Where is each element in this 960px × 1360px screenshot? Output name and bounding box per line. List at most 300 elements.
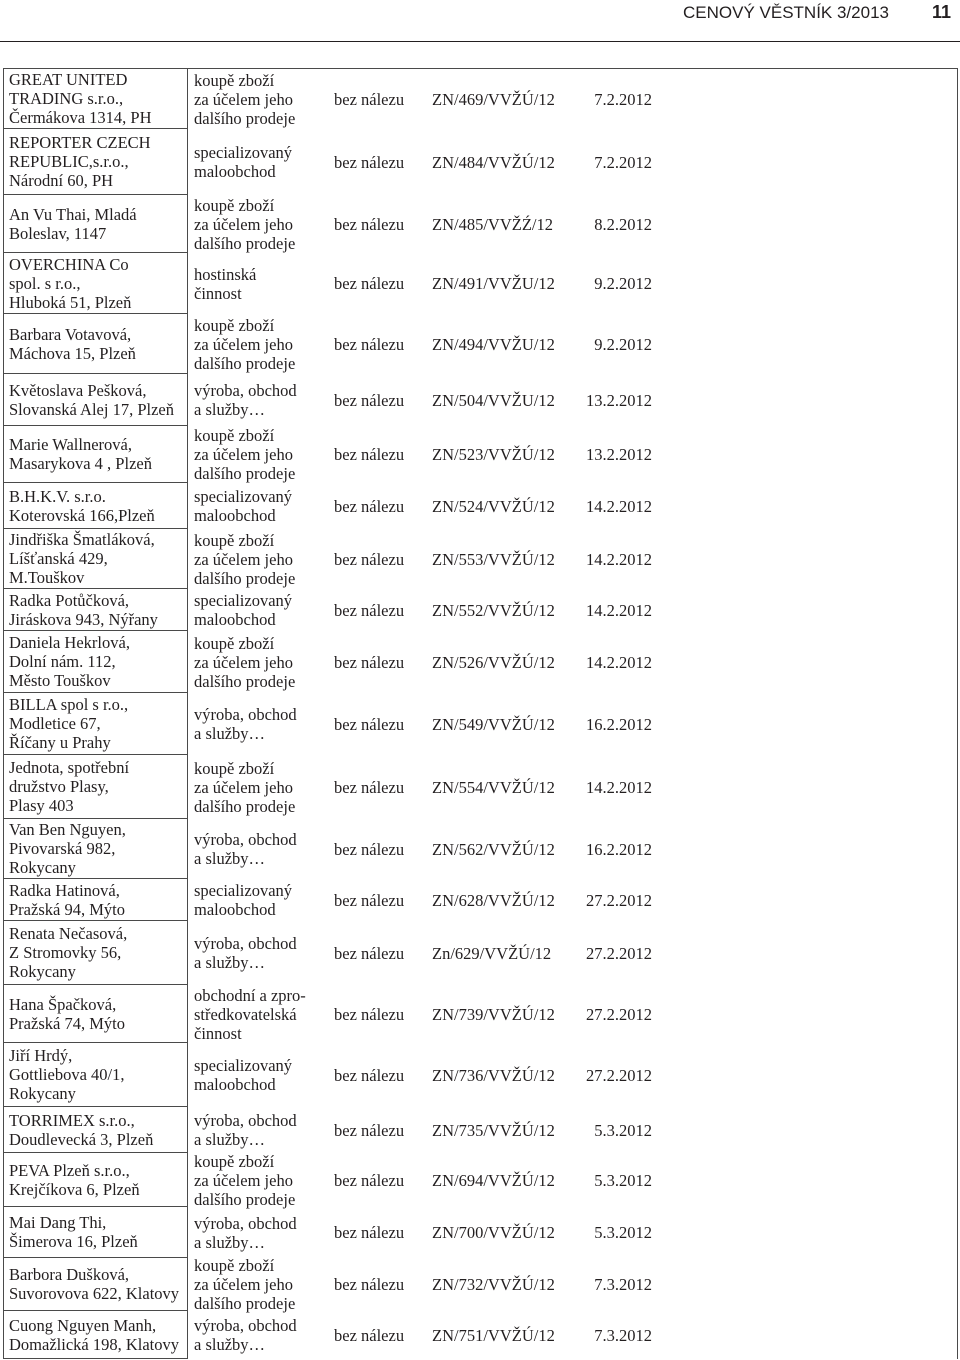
subject-cell — [3, 819, 188, 879]
subject-line: An Vu Thai, Mladá — [9, 204, 137, 224]
header-rule — [0, 41, 960, 42]
reference-number: ZN/523/VVŽÚ/12 — [432, 445, 555, 464]
result-text: bez nálezu — [334, 89, 405, 109]
reference-cell — [428, 693, 575, 755]
activity-cell — [188, 529, 330, 589]
date-cell — [575, 1258, 655, 1311]
reference-cell — [428, 1107, 575, 1153]
empty-cell — [655, 529, 957, 589]
reference-cell — [428, 314, 575, 374]
activity-cell — [188, 631, 330, 693]
reference-number: ZN/469/VVŽÚ/12 — [432, 89, 555, 109]
activity-cell — [188, 819, 330, 879]
activity-line: výroba, obchod — [194, 1111, 297, 1130]
activity-line: výroba, obchod — [194, 1213, 297, 1233]
subject-line: Líšťanská 429, — [9, 549, 108, 568]
table-row — [3, 1153, 957, 1207]
activity-line: činnost — [194, 1023, 242, 1043]
activity-line: a služby… — [194, 953, 266, 972]
result-cell — [330, 483, 428, 529]
subject-line: Šimerova 16, Plzeň — [9, 1232, 138, 1251]
subject-cell — [3, 483, 188, 529]
activity-line: dalšího prodeje — [194, 353, 296, 373]
activity-cell — [188, 1207, 330, 1258]
activity-cell — [188, 1311, 330, 1359]
activity-cell — [188, 1043, 330, 1107]
subject-line: Hana Špačková, — [9, 994, 117, 1014]
date-cell — [575, 589, 655, 631]
activity-line: a služby… — [194, 724, 266, 743]
subject-line: Renata Nečasová, — [9, 924, 128, 943]
activity-line: za účelem jeho — [194, 334, 293, 354]
reference-number: ZN/485/VVŽŹ/12 — [432, 214, 553, 234]
result-cell — [330, 589, 428, 631]
table-row — [3, 755, 957, 819]
table-row — [3, 819, 957, 879]
date-cell — [575, 693, 655, 755]
reference-number: ZN/526/VVŽÚ/12 — [432, 652, 555, 672]
table-row — [3, 1107, 957, 1153]
activity-cell — [188, 985, 330, 1043]
subject-cell — [3, 631, 188, 693]
reference-cell — [428, 129, 575, 195]
reference-cell — [428, 879, 575, 921]
subject-line: Domažlická 198, Klatovy — [9, 1334, 179, 1354]
activity-line: obchodní a zpro- — [194, 985, 306, 1005]
activity-line: a služby… — [194, 1130, 266, 1149]
subject-line: Říčany u Prahy — [9, 733, 111, 752]
activity-line: specializovaný — [194, 487, 293, 506]
empty-cell — [655, 426, 957, 483]
inspection-date: 27.2.2012 — [586, 943, 652, 963]
subject-cell — [3, 1107, 188, 1153]
inspection-date: 27.2.2012 — [586, 1065, 652, 1085]
activity-cell — [188, 195, 330, 253]
empty-cell — [655, 69, 957, 129]
reference-cell — [428, 819, 575, 879]
empty-cell — [655, 1107, 957, 1153]
activity-line: maloobchod — [194, 162, 276, 181]
table-row — [3, 129, 957, 195]
empty-cell — [655, 693, 957, 755]
result-text: bez nálezu — [334, 496, 405, 516]
inspection-date: 14.2.2012 — [586, 777, 652, 797]
activity-line: činnost — [194, 283, 242, 303]
subject-line: Radka Potůčková, — [9, 590, 130, 610]
subject-line: Pražská 94, Mýto — [9, 899, 125, 919]
result-cell — [330, 253, 428, 314]
empty-cell — [655, 1153, 957, 1207]
table-row — [3, 374, 957, 426]
inspection-date: 14.2.2012 — [586, 496, 652, 516]
subject-line: Doudlevecká 3, Plzeň — [9, 1129, 154, 1149]
result-text: bez nálezu — [334, 549, 405, 569]
activity-line: výroba, obchod — [194, 705, 297, 724]
inspection-date: 13.2.2012 — [586, 390, 652, 410]
table-row — [3, 483, 957, 529]
subject-line: REPUBLIC,s.r.o., — [9, 152, 129, 171]
reference-number: ZN/751/VVŽÚ/12 — [432, 1325, 555, 1345]
subject-line: Mai Dang Thi, — [9, 1213, 107, 1232]
inspection-date: 9.2.2012 — [594, 274, 652, 293]
page-number: 11 — [932, 2, 952, 22]
subject-line: Rokycany — [9, 962, 76, 981]
subject-line: M.Touškov — [9, 568, 85, 587]
date-cell — [575, 529, 655, 589]
running-header-title: CENOVÝ VĚSTNÍK 3/2013 — [683, 3, 889, 22]
result-cell — [330, 69, 428, 129]
reference-number: ZN/494/VVŽU/12 — [432, 334, 555, 354]
table-row — [3, 195, 957, 253]
inspection-date: 7.2.2012 — [594, 152, 652, 172]
result-text: bez nálezu — [334, 600, 405, 620]
inspection-date: 8.2.2012 — [594, 214, 652, 234]
date-cell — [575, 1043, 655, 1107]
activity-line: za účelem jeho — [194, 89, 293, 109]
activity-cell — [188, 483, 330, 529]
empty-cell — [655, 589, 957, 631]
subject-cell — [3, 529, 188, 589]
subject-line: Van Ben Nguyen, — [9, 820, 126, 839]
subject-line: OVERCHINA Co — [9, 254, 129, 274]
empty-cell — [655, 1207, 957, 1258]
result-cell — [330, 426, 428, 483]
result-cell — [330, 314, 428, 374]
date-cell — [575, 483, 655, 529]
activity-cell — [188, 693, 330, 755]
result-cell — [330, 879, 428, 921]
table-row — [3, 921, 957, 985]
inspection-date: 16.2.2012 — [586, 714, 652, 734]
result-text: bez nálezu — [334, 274, 405, 293]
inspection-date: 7.3.2012 — [594, 1275, 652, 1294]
activity-line: koupě zboží — [194, 1151, 275, 1171]
reference-number: ZN/504/VVŽU/12 — [432, 390, 555, 410]
date-cell — [575, 879, 655, 921]
empty-cell — [655, 129, 957, 195]
result-cell — [330, 1311, 428, 1359]
result-text: bez nálezu — [334, 777, 405, 797]
date-cell — [575, 1207, 655, 1258]
reference-number: ZN/491/VVŽU/12 — [432, 274, 555, 293]
empty-cell — [655, 755, 957, 819]
activity-line: specializovaný — [194, 591, 293, 610]
reference-cell — [428, 1153, 575, 1207]
subject-line: Masarykova 4 , Plzeň — [9, 454, 152, 473]
date-cell — [575, 1311, 655, 1359]
activity-cell — [188, 879, 330, 921]
empty-cell — [655, 879, 957, 921]
table-row — [3, 879, 957, 921]
inspection-date: 14.2.2012 — [586, 600, 652, 620]
date-cell — [575, 985, 655, 1043]
reference-cell — [428, 631, 575, 693]
reference-number: ZN/562/VVŽÚ/12 — [432, 839, 555, 859]
activity-cell — [188, 1107, 330, 1153]
activity-line: za účelem jeho — [194, 1170, 293, 1190]
empty-cell — [655, 1258, 957, 1311]
activity-line: za účelem jeho — [194, 1275, 293, 1294]
result-text: bez nálezu — [334, 1223, 405, 1242]
inspection-results-table — [3, 68, 958, 1359]
reference-number: ZN/554/VVŽÚ/12 — [432, 777, 555, 797]
empty-cell — [655, 483, 957, 529]
subject-cell — [3, 195, 188, 253]
subject-line: Z Stromovky 56, — [9, 943, 122, 962]
subject-line: Rokycany — [9, 1084, 76, 1103]
subject-line: Jindřiška Šmatláková, — [9, 530, 155, 549]
inspection-date: 27.2.2012 — [586, 1004, 652, 1024]
activity-line: výroba, obchod — [194, 381, 297, 400]
activity-line: dalšího prodeje — [194, 568, 296, 588]
result-cell — [330, 1153, 428, 1207]
subject-line: Cuong Nguyen Manh, — [9, 1315, 157, 1335]
date-cell — [575, 195, 655, 253]
activity-cell — [188, 129, 330, 195]
subject-line: Čermákova 1314, PH — [9, 108, 152, 127]
activity-line: dalšího prodeje — [194, 796, 296, 816]
activity-line: za účelem jeho — [194, 652, 293, 672]
result-text: bez nálezu — [334, 714, 405, 734]
subject-line: Jednota, spotřební — [9, 758, 130, 777]
reference-number: ZN/736/VVŽÚ/12 — [432, 1065, 555, 1085]
reference-number: Zn/629/VVŽÚ/12 — [432, 943, 552, 963]
inspection-date: 14.2.2012 — [586, 549, 652, 569]
activity-line: a služby… — [194, 400, 266, 419]
activity-line: hostinská — [194, 264, 257, 284]
date-cell — [575, 755, 655, 819]
table-row — [3, 253, 957, 314]
reference-number: ZN/735/VVŽÚ/12 — [432, 1120, 555, 1140]
inspection-date: 9.2.2012 — [594, 334, 652, 354]
result-text: bez nálezu — [334, 445, 405, 464]
activity-line: středkovatelská — [194, 1004, 297, 1024]
result-text: bez nálezu — [334, 839, 405, 859]
result-cell — [330, 693, 428, 755]
subject-line: Barbora Dušková, — [9, 1265, 130, 1284]
result-text: bez nálezu — [334, 390, 405, 410]
result-text: bez nálezu — [334, 890, 405, 910]
subject-line: Jiráskova 943, Nýřany — [9, 609, 158, 629]
subject-cell — [3, 426, 188, 483]
activity-cell — [188, 1153, 330, 1207]
activity-cell — [188, 253, 330, 314]
reference-number: ZN/732/VVŽÚ/12 — [432, 1275, 555, 1294]
reference-cell — [428, 1258, 575, 1311]
activity-line: dalšího prodeje — [194, 108, 296, 128]
subject-cell — [3, 69, 188, 129]
table-row — [3, 589, 957, 631]
result-cell — [330, 1043, 428, 1107]
activity-line: za účelem jeho — [194, 214, 293, 234]
reference-cell — [428, 195, 575, 253]
activity-line: maloobchod — [194, 506, 276, 525]
subject-line: Daniela Hekrlová, — [9, 633, 130, 652]
subject-line: Slovanská Alej 17, Plzeň — [9, 399, 174, 419]
result-text: bez nálezu — [334, 214, 405, 234]
result-cell — [330, 921, 428, 985]
reference-cell — [428, 529, 575, 589]
inspection-date: 14.2.2012 — [586, 652, 652, 672]
subject-cell — [3, 755, 188, 819]
result-text: bez nálezu — [334, 1004, 405, 1024]
reference-cell — [428, 589, 575, 631]
activity-line: koupě zboží — [194, 70, 275, 90]
date-cell — [575, 1153, 655, 1207]
subject-cell — [3, 374, 188, 426]
table-row — [3, 69, 957, 129]
inspection-date: 5.3.2012 — [594, 1170, 652, 1190]
date-cell — [575, 631, 655, 693]
empty-cell — [655, 631, 957, 693]
subject-line: Hluboká 51, Plzeň — [9, 292, 132, 312]
table-row — [3, 1207, 957, 1258]
activity-cell — [188, 426, 330, 483]
empty-cell — [655, 921, 957, 985]
subject-line: Plasy 403 — [9, 796, 74, 815]
empty-cell — [655, 985, 957, 1043]
activity-line: specializovaný — [194, 1056, 293, 1075]
result-cell — [330, 374, 428, 426]
subject-line: Město Touškov — [9, 671, 111, 690]
empty-cell — [655, 253, 957, 314]
activity-line: koupě zboží — [194, 195, 275, 215]
activity-line: maloobchod — [194, 1075, 276, 1094]
table-row — [3, 529, 957, 589]
empty-cell — [655, 314, 957, 374]
result-cell — [330, 1207, 428, 1258]
result-cell — [330, 529, 428, 589]
result-text: bez nálezu — [334, 1065, 405, 1085]
subject-line: Krejčíkova 6, Plzeň — [9, 1179, 140, 1199]
reference-cell — [428, 755, 575, 819]
activity-line: specializovaný — [194, 143, 293, 162]
subject-line: REPORTER CZECH — [9, 133, 151, 152]
activity-line: specializovaný — [194, 881, 293, 900]
reference-cell — [428, 374, 575, 426]
empty-cell — [655, 195, 957, 253]
result-cell — [330, 819, 428, 879]
activity-line: za účelem jeho — [194, 445, 293, 464]
reference-number: ZN/553/VVŽÚ/12 — [432, 549, 555, 569]
result-cell — [330, 755, 428, 819]
activity-cell — [188, 314, 330, 374]
result-cell — [330, 1258, 428, 1311]
activity-line: maloobchod — [194, 610, 276, 629]
activity-line: a služby… — [194, 1232, 266, 1252]
result-text: bez nálezu — [334, 943, 405, 963]
activity-line: výroba, obchod — [194, 1316, 297, 1335]
reference-cell — [428, 483, 575, 529]
subject-line: Pražská 74, Mýto — [9, 1013, 125, 1033]
reference-cell — [428, 69, 575, 129]
activity-line: dalšího prodeje — [194, 1189, 296, 1209]
result-text: bez nálezu — [334, 1325, 405, 1345]
empty-cell — [655, 374, 957, 426]
date-cell — [575, 69, 655, 129]
activity-cell — [188, 374, 330, 426]
subject-line: B.H.K.V. s.r.o. — [9, 486, 106, 506]
subject-line: družstvo Plasy, — [9, 777, 109, 796]
result-cell — [330, 1107, 428, 1153]
subject-cell — [3, 129, 188, 195]
activity-line: koupě zboží — [194, 315, 275, 335]
activity-line: za účelem jeho — [194, 777, 293, 797]
activity-line: koupě zboží — [194, 1256, 275, 1275]
subject-cell — [3, 1207, 188, 1258]
result-cell — [330, 631, 428, 693]
subject-line: GREAT UNITED — [9, 70, 128, 89]
reference-cell — [428, 253, 575, 314]
subject-cell — [3, 1153, 188, 1207]
table-row — [3, 314, 957, 374]
activity-cell — [188, 69, 330, 129]
reference-number: ZN/524/VVŽÚ/12 — [432, 496, 555, 516]
reference-cell — [428, 921, 575, 985]
subject-line: Suvorovova 622, Klatovy — [9, 1284, 180, 1303]
subject-line: BILLA spol s r.o., — [9, 695, 129, 714]
activity-line: koupě zboží — [194, 426, 275, 445]
activity-line: dalšího prodeje — [194, 464, 296, 483]
subject-line: Gottliebova 40/1, — [9, 1065, 125, 1084]
table-row — [3, 1258, 957, 1311]
activity-line: koupě zboží — [194, 758, 275, 778]
date-cell — [575, 819, 655, 879]
activity-line: maloobchod — [194, 900, 276, 919]
result-text: bez nálezu — [334, 334, 405, 354]
inspection-date: 16.2.2012 — [586, 839, 652, 859]
subject-line: Barbara Votavová, — [9, 324, 132, 344]
subject-cell — [3, 1258, 188, 1311]
result-cell — [330, 195, 428, 253]
subject-line: Květoslava Pešková, — [9, 380, 147, 400]
table-row — [3, 693, 957, 755]
subject-cell — [3, 921, 188, 985]
activity-line: koupě zboží — [194, 530, 275, 550]
empty-cell — [655, 1043, 957, 1107]
activity-cell — [188, 921, 330, 985]
result-cell — [330, 985, 428, 1043]
activity-line: a služby… — [194, 1335, 266, 1354]
subject-cell — [3, 985, 188, 1043]
table-row — [3, 1311, 957, 1359]
inspection-date: 27.2.2012 — [586, 890, 652, 910]
inspection-date: 5.3.2012 — [594, 1223, 652, 1242]
activity-cell — [188, 1258, 330, 1311]
table-row — [3, 985, 957, 1043]
date-cell — [575, 426, 655, 483]
result-text: bez nálezu — [334, 1275, 405, 1294]
inspection-date: 7.3.2012 — [594, 1325, 652, 1345]
activity-cell — [188, 755, 330, 819]
date-cell — [575, 314, 655, 374]
subject-line: Radka Hatinová, — [9, 880, 120, 900]
subject-cell — [3, 1311, 188, 1359]
table-row — [3, 426, 957, 483]
activity-line: výroba, obchod — [194, 934, 297, 953]
activity-line: dalšího prodeje — [194, 671, 296, 691]
subject-line: TRADING s.r.o., — [9, 89, 124, 108]
date-cell — [575, 253, 655, 314]
empty-cell — [655, 819, 957, 879]
reference-number: ZN/739/VVŽÚ/12 — [432, 1004, 555, 1024]
activity-line: a služby… — [194, 849, 266, 868]
reference-cell — [428, 426, 575, 483]
reference-number: ZN/484/VVŽÚ/12 — [432, 152, 555, 172]
subject-line: Rokycany — [9, 858, 76, 877]
subject-cell — [3, 314, 188, 374]
subject-line: Dolní nám. 112, — [9, 652, 116, 671]
